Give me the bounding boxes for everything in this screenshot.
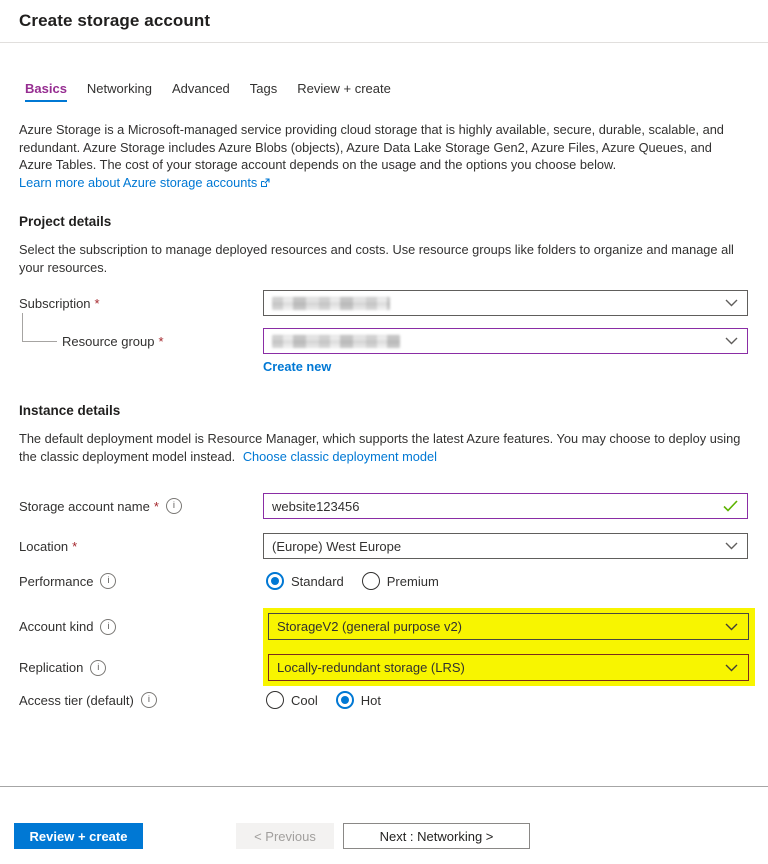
learn-more-link[interactable]: Learn more about Azure storage accounts: [19, 175, 270, 190]
intro-text-block: [19, 121, 748, 191]
create-new-link[interactable]: Create new: [263, 359, 332, 374]
replication-label: Replication i: [19, 654, 263, 681]
radio-unselected-icon: [266, 691, 284, 709]
radio-selected-icon: [336, 691, 354, 709]
next-networking-button[interactable]: Next : Networking >: [343, 823, 530, 849]
create-new-row: [0, 358, 768, 376]
tab-networking[interactable]: Networking: [86, 81, 152, 96]
subscription-label: Subscription *: [19, 296, 263, 311]
wizard-tabs: [25, 81, 748, 102]
resource-group-label: Resource group *: [19, 334, 263, 349]
intro-text: Azure Storage is a Microsoft-managed service providing cloud storage that is highly available, secure, durable, scalable, and redundant. Azure Storage includes Azure Blobs (objects), Azure Data Lake Storage Gen2, Azure Files, Azure Queues, and Azure Tables. The cost of your storage account depends on the usage and the options you choose below.: [19, 122, 724, 172]
footer-button-bar: [0, 787, 768, 849]
info-icon[interactable]: [90, 660, 106, 676]
chevron-down-icon: [725, 623, 738, 631]
classic-deployment-link[interactable]: Choose classic deployment model: [242, 448, 437, 464]
resource-group-value-redacted: [272, 335, 400, 348]
required-asterisk: [72, 539, 77, 554]
external-link-icon: [260, 178, 270, 188]
instance-details-heading: Instance details: [19, 403, 121, 418]
tab-basics[interactable]: Basics: [25, 81, 67, 102]
valid-checkmark-icon: [723, 500, 738, 512]
info-icon[interactable]: [100, 573, 116, 589]
access-tier-radio-cool[interactable]: Cool: [266, 691, 318, 709]
access-tier-label: Access tier (default) i: [19, 692, 263, 708]
project-details-description: Select the subscription to manage deployed resources and costs. Use resource groups like folders to organize and manage all your resources.: [19, 242, 734, 275]
highlighted-fields-group: [0, 608, 768, 686]
info-icon[interactable]: [141, 692, 157, 708]
chevron-down-icon: [725, 664, 738, 672]
access-tier-radio-hot[interactable]: Hot: [336, 691, 381, 709]
location-label: Location *: [19, 539, 263, 554]
subscription-value-redacted: [272, 297, 390, 310]
performance-radio-premium[interactable]: Premium: [362, 572, 439, 590]
info-icon[interactable]: [100, 619, 116, 635]
tab-advanced[interactable]: Advanced: [171, 81, 230, 96]
chevron-down-icon: [725, 542, 738, 550]
yellow-highlight-annotation: [263, 608, 755, 686]
storage-account-name-input[interactable]: website123456: [263, 493, 748, 519]
required-asterisk: [154, 499, 159, 514]
storage-account-name-label: Storage account name * i: [19, 498, 263, 514]
page-header: [0, 0, 768, 31]
tab-review-create[interactable]: Review + create: [297, 81, 391, 96]
subscription-dropdown[interactable]: [263, 290, 748, 316]
required-asterisk: [159, 334, 164, 349]
resource-group-row: [0, 328, 768, 354]
chevron-down-icon: [725, 337, 738, 345]
location-dropdown[interactable]: (Europe) West Europe: [263, 533, 748, 559]
resource-group-dropdown[interactable]: [263, 328, 748, 354]
access-tier-radio-group: [266, 691, 748, 709]
account-kind-dropdown[interactable]: StorageV2 (general purpose v2): [268, 613, 749, 640]
account-kind-label: Account kind i: [19, 613, 263, 640]
review-create-button[interactable]: Review + create: [14, 823, 143, 849]
chevron-down-icon: [725, 299, 738, 307]
radio-selected-icon: [266, 572, 284, 590]
replication-dropdown[interactable]: Locally-redundant storage (LRS): [268, 654, 749, 681]
storage-account-name-row: [0, 493, 768, 519]
radio-unselected-icon: [362, 572, 380, 590]
subscription-row: [0, 290, 768, 316]
info-icon[interactable]: [166, 498, 182, 514]
tree-connector-line: [22, 313, 57, 342]
tab-tags[interactable]: Tags: [249, 81, 278, 96]
performance-row: [0, 571, 768, 591]
performance-radio-standard[interactable]: Standard: [266, 572, 344, 590]
header-divider: [0, 42, 768, 43]
performance-radio-group: [266, 572, 748, 590]
performance-label: Performance i: [19, 573, 263, 589]
previous-button[interactable]: < Previous: [236, 823, 334, 849]
instance-details-description: The default deployment model is Resource Manager, which supports the latest Azure features. You may choose to deploy using the classic deployment model instead. Choose classic deployment model: [19, 431, 741, 464]
page-title: Create storage account: [19, 11, 211, 30]
project-details-heading: Project details: [19, 214, 112, 229]
access-tier-row: [0, 690, 768, 710]
location-row: [0, 533, 768, 559]
required-asterisk: [95, 296, 100, 311]
